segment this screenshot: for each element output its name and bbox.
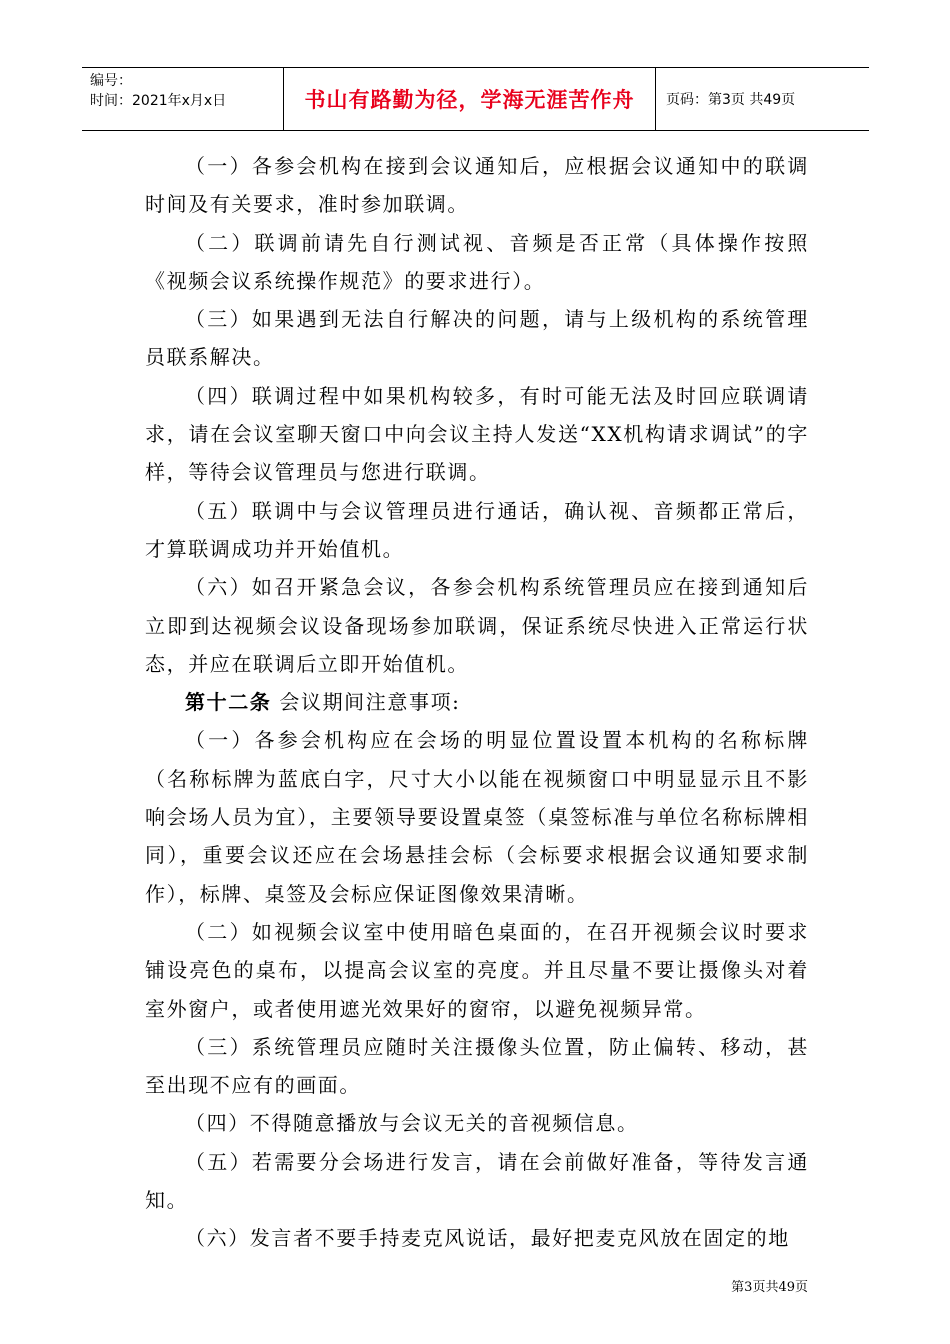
article-text: 会议期间注意事项:	[271, 690, 461, 715]
article-title: 第十二条	[185, 690, 272, 715]
paragraph: （四）联调过程中如果机构较多，有时可能无法及时回应联调请求，请在会议室聊天窗口中向会议主持人发送“XX机构请求调试”的字样，等待会议管理员与您进行联调。	[145, 383, 810, 485]
paragraph: （一）各参会机构应在会场的明显位置设置本机构的名称标牌（名称标牌为蓝底白字，尺寸大小以能在视频窗口中明显显示且不影响会场人员为宜），主要领导要设置桌签（桌签标准与单位名称标牌相同），重要会议还应在会场悬挂会标（会标要求根据会议通知要求制作），标牌、桌签及会标应保证图像效果清晰。	[145, 728, 809, 906]
paragraph: （五）若需要分会场进行发言，请在会前做好准备，等待发言通知。	[145, 1149, 809, 1213]
footer-page-number: 第3页共49页	[731, 1280, 808, 1295]
paragraph: （六）如召开紧急会议，各参会机构系统管理员应在接到通知后立即到达视频会议设备现场参加联调，保证系统尽快进入正常运行状态，并应在联调后立即开始值机。	[145, 575, 809, 676]
header-page-number: 页码：第3页 共49页	[666, 92, 796, 108]
paragraph: （四）不得随意播放与会议无关的音视频信息。	[185, 1111, 639, 1136]
document-number-label: 编号：	[90, 73, 132, 89]
document-body	[145, 147, 809, 1258]
article-heading	[145, 683, 809, 721]
page-footer	[731, 1276, 808, 1295]
header-meta	[82, 68, 283, 130]
paragraph: （一）各参会机构在接到会议通知后，应根据会议通知中的联调时间及有关要求，准时参加联调。	[145, 154, 809, 217]
paragraph: （五）联调中与会议管理员进行通话，确认视、音频都正常后，才算联调成功并开始值机。	[145, 498, 809, 561]
paragraph: （六）发言者不要手持麦克风说话，最好把麦克风放在固定的地	[185, 1226, 790, 1251]
paragraph: （二）联调前请先自行测试视、音频是否正常（具体操作按照《视频会议系统操作规范》的要求进行）。	[145, 230, 809, 293]
header-motto: 书山有路勤为径，学海无涯苦作舟	[304, 88, 635, 112]
header-page-cell	[656, 68, 869, 130]
page-header	[82, 67, 869, 131]
document-date-label: 时间：2021年x月x日	[90, 93, 227, 109]
paragraph: （三）如果遇到无法自行解决的问题，请与上级机构的系统管理员联系解决。	[145, 307, 809, 370]
paragraph: （三）系统管理员应随时关注摄像头位置，防止偏转、移动，甚至出现不应有的画面。	[145, 1034, 809, 1098]
header-motto-cell	[283, 68, 656, 130]
paragraph: （二）如视频会议室中使用暗色桌面的，在召开视频会议时要求铺设亮色的桌布，以提高会议室的亮度。并且尽量不要让摄像头对着室外窗户，或者使用遮光效果好的窗帘，以避免视频异常。	[145, 919, 809, 1021]
